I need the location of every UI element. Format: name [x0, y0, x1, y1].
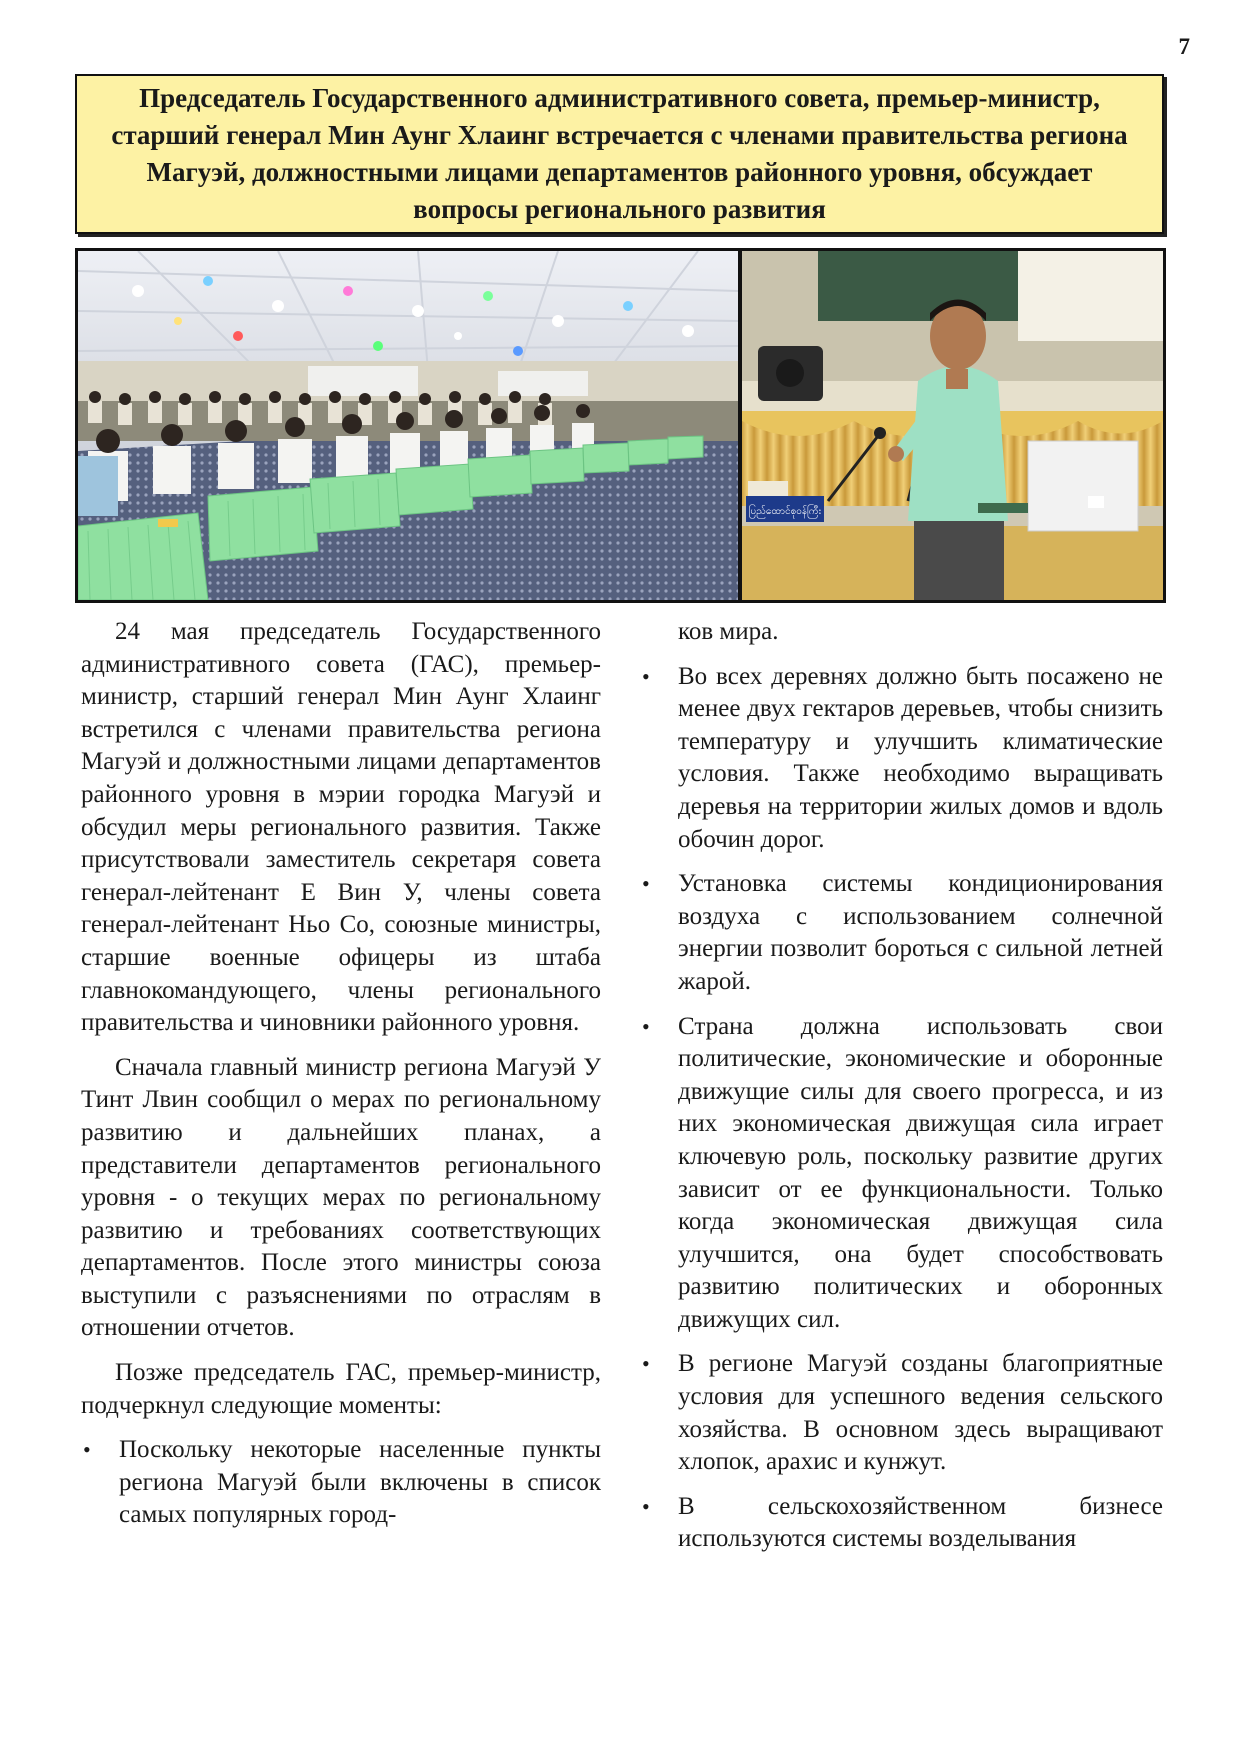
- bullet-item: • В регионе Магуэй созданы благоприятные условия для успешного ведения сельского хозяйства. В основном здесь выращивают хлопок, арахис и кунжут.: [640, 1348, 1163, 1478]
- points-intro-paragraph: Позже председатель ГАС, премьер-министр, подчеркнул следующие моменты:: [81, 1359, 601, 1419]
- page-number: 7: [1178, 34, 1190, 59]
- headline: Председатель Государственного административного совета, премьер-министр, старший генерал Мин Аунг Хлаинг встречается с членами правительства региона Магуэй, должностными лицами департаментов районного уровня, обсуждает вопросы регионального развития: [111, 83, 1128, 224]
- photo-strip: [75, 248, 1166, 603]
- loudspeaker: [758, 346, 823, 401]
- bullet-item: • В сельскохозяйственном бизнесе используются системы возделывания: [640, 1491, 1163, 1556]
- bullet-item: • Во всех деревнях должно быть посажено не менее двух гектаров деревьев, чтобы снизить температуру и улучшить климатические условия. Также необходимо выращивать деревья на территории жилых домов и вдоль обочин дорог.: [640, 661, 1163, 857]
- nameplate: [746, 496, 824, 522]
- speaker-photo: [742, 251, 1163, 600]
- bullet-item: • Поскольку некоторые населенные пункты региона Магуэй были включены в список самых популярных город-: [81, 1434, 601, 1532]
- bullet-continuation: ков мира.: [678, 618, 779, 645]
- svg-text:ပြည်ထောင်စုဝန်ကြီး: ပြည်ထောင်စုဝန်ကြီး: [748, 506, 822, 517]
- bullet-item: • Страна должна использовать свои политические, экономические и оборонные движущие силы для своего прогресса, и из них экономическая движущая сила играет ключевую роль, поскольку развитие других зависит от ее функциональности. Только когда экономическая движущая сила улучшится, она будет способствовать развитию политических и оборонных движущих сил.: [640, 1011, 1163, 1337]
- left-bullet-list: [81, 1434, 601, 1532]
- right-column: [640, 616, 1163, 1568]
- reports-paragraph: Сначала главный министр региона Магуэй У Тинт Лвин сообщил о мерах по региональному развитию и дальнейших планах, а представители департаментов регионального уровня - о текущих мерах по региональному развитию и требованиях соответствующих департаментов. После этого министры союза выступили с разъяснениями по отраслям в отношении отчетов.: [81, 1053, 601, 1342]
- left-column: [81, 616, 601, 1544]
- intro-paragraph: 24 мая председатель Государственного административного совета (ГАС), премьер-министр, старший генерал Мин Аунг Хлаинг встретился с членами правительства региона Магуэй и должностными лицами департаментов районного уровня в мэрии городка Магуэй и обсудил меры регионального развития. Также присутствовали заместитель секретаря совета генерал-лейтенант Е Вин У, члены совета генерал-лейтенант Ньо Со, союзные министры, старшие военные офицеры из штаба главнокомандующего, члены регионального правительства и чиновники районного уровня.: [81, 618, 601, 1037]
- right-bullet-list: [640, 661, 1163, 1556]
- conference-hall-photo: [78, 251, 738, 600]
- headline-box: [75, 74, 1164, 234]
- bullet-item: • Установка системы кондиционирования воздуха с использованием солнечной энергии позволит бороться с сильной летней жарой.: [640, 868, 1163, 998]
